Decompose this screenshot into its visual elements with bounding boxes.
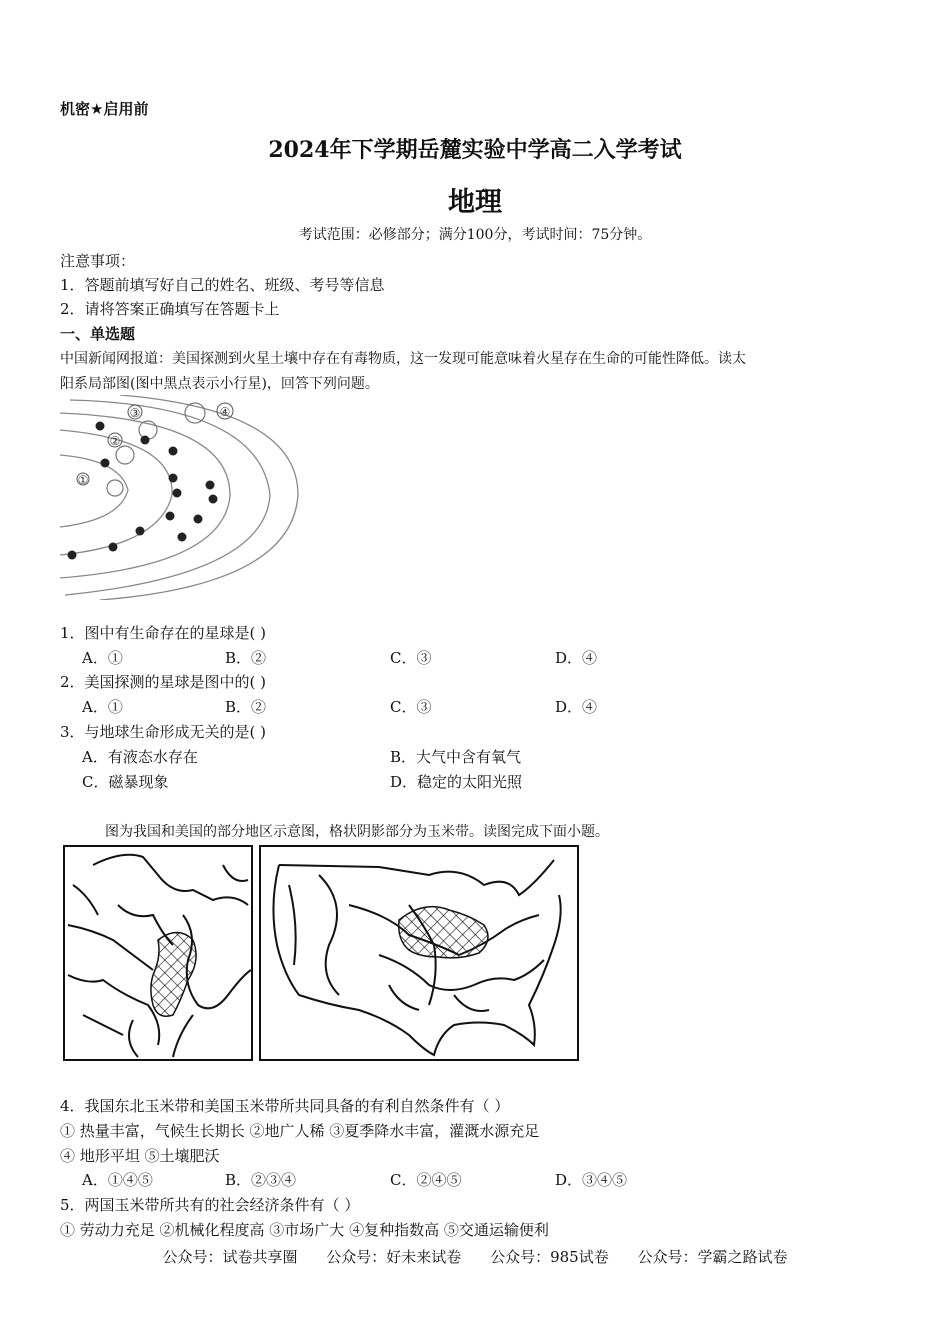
note-item: 2．请将答案正确填写在答题卡上 — [60, 300, 280, 318]
footer-item: 公众号：学霸之路试卷 — [637, 1248, 788, 1266]
option-c[interactable]: C．磁暴现象 — [82, 773, 169, 791]
option-c[interactable]: C．②④⑤ — [390, 1171, 462, 1189]
option-b[interactable]: B．②③④ — [225, 1171, 297, 1189]
subject-title: 地理 — [448, 187, 502, 218]
intro-text: 中国新闻网报道：美国探测到火星土壤中存在有毒物质，这一发现可能意味着火星存在生命的可能性降低。读太 — [60, 351, 746, 367]
question-stem: 2．美国探测的星球是图中的( ) — [60, 673, 267, 691]
option-b[interactable]: B．大气中含有氧气 — [390, 748, 522, 766]
question-statements: ① 热量丰富，气候生长期长 ②地广人稀 ③夏季降水丰富，灌溉水源充足 — [60, 1122, 540, 1140]
figure-label-3: ③ — [129, 406, 141, 420]
option-d[interactable]: D．稳定的太阳光照 — [390, 773, 523, 791]
option-c[interactable]: C．③ — [390, 698, 432, 716]
option-a[interactable]: A．① — [82, 698, 123, 716]
section-heading: 一、单选题 — [60, 325, 136, 343]
solar-system-figure — [60, 395, 310, 600]
exam-title: 2024年下学期岳麓实验中学高二入学考试 — [268, 137, 682, 163]
intro-text: 图为我国和美国的部分地区示意图，格状阴影部分为玉米带。读图完成下面小题。 — [105, 824, 609, 840]
figure-label-2: ② — [109, 434, 121, 448]
option-d[interactable]: D．④ — [555, 649, 598, 667]
option-d[interactable]: D．④ — [555, 698, 598, 716]
footer-item: 公众号：好未来试卷 — [326, 1248, 462, 1266]
intro-text: 阳系局部图(图中黑点表示小行星)，回答下列问题。 — [60, 376, 379, 392]
question-stem: 1．图中有生命存在的星球是( ) — [60, 624, 267, 642]
exam-scope: 考试范围：必修部分；满分100分，考试时间：75分钟。 — [298, 227, 652, 243]
option-b[interactable]: B．② — [225, 649, 267, 667]
figure-label-4: ④ — [219, 405, 231, 419]
planet-1-circle — [107, 480, 123, 496]
china-northeast-map — [63, 845, 255, 1063]
question-stem: 5．两国玉米带所共有的社会经济条件有（ ） — [60, 1196, 360, 1214]
option-c[interactable]: C．③ — [390, 649, 432, 667]
footer-item: 公众号：试卷共享圈 — [162, 1248, 298, 1266]
question-stem: 4．我国东北玉米带和美国玉米带所共同具备的有利自然条件有（ ） — [60, 1097, 510, 1115]
option-b[interactable]: B．② — [225, 698, 267, 716]
option-a[interactable]: A．① — [82, 649, 123, 667]
figure-label-1: ① — [77, 473, 89, 487]
usa-map — [259, 845, 581, 1063]
planet-2-circle — [116, 446, 134, 464]
confidential-label: 机密★启用前 — [60, 100, 149, 118]
footer — [0, 1246, 950, 1267]
question-stem: 3．与地球生命形成无关的是( ) — [60, 723, 267, 741]
footer-item: 公众号：985试卷 — [490, 1248, 609, 1266]
question-statements: ④ 地形平坦 ⑤土壤肥沃 — [60, 1147, 220, 1165]
option-a[interactable]: A．①④⑤ — [82, 1171, 153, 1189]
option-d[interactable]: D．③④⑤ — [555, 1171, 628, 1189]
question-statements: ① 劳动力充足 ②机械化程度高 ③市场广大 ④复种指数高 ⑤交通运输便利 — [60, 1221, 549, 1239]
notes-heading: 注意事项： — [60, 252, 136, 270]
option-a[interactable]: A．有液态水存在 — [82, 748, 198, 766]
note-item: 1．答题前填写好自己的姓名、班级、考号等信息 — [60, 276, 385, 294]
